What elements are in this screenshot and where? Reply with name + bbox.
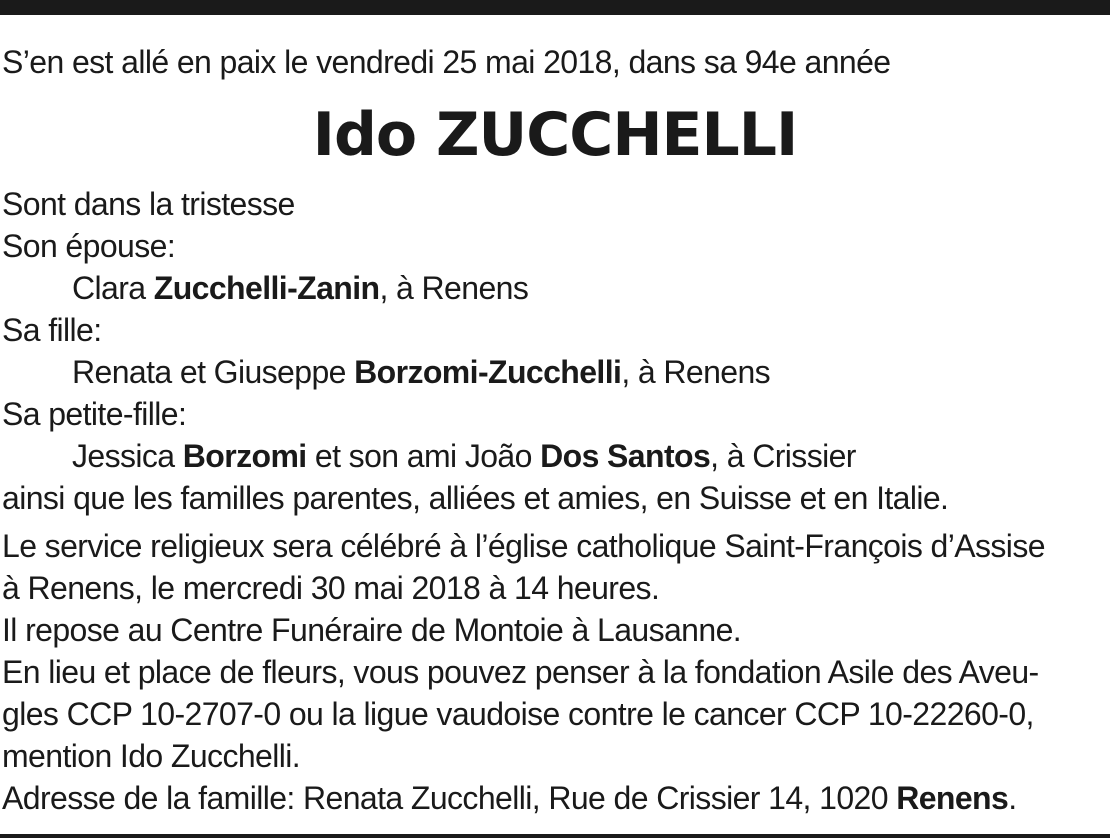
granddaughter-surname: Borzomi (182, 438, 307, 474)
spouse-first-name: Clara (72, 270, 154, 306)
daughter-entry (72, 352, 770, 392)
donation-line-3: mention Ido Zucchelli. (2, 738, 301, 774)
granddaughter-label: Sa petite-fille: (2, 396, 187, 432)
death-announcement-line: S’en est allé en paix le vendredi 25 mai 2018, dans sa 94e année (2, 44, 891, 80)
deceased-name: Ido ZUCCHELLI (312, 100, 798, 170)
family-address-line (2, 778, 1017, 818)
daughter-surname: Borzomi-Zucchelli (354, 354, 622, 390)
service-line-2: à Renens, le mercredi 30 mai 2018 à 14 heures. (2, 570, 660, 606)
address-end: . (1008, 780, 1017, 816)
granddaughter-partner-intro: et son ami João (306, 438, 541, 474)
address-city: Renens (896, 780, 1009, 816)
bottom-border-rule (0, 834, 1110, 838)
mourners-intro: Sont dans la tristesse (2, 186, 295, 222)
spouse-label: Son épouse: (2, 228, 176, 264)
top-border-rule (0, 0, 1110, 15)
spouse-surname: Zucchelli-Zanin (153, 270, 380, 306)
donation-line-2: gles CCP 10-2707-0 ou la ligue vaudoise contre le cancer CCP 10-22260-0, (2, 696, 1034, 732)
service-line-1: Le service religieux sera célébré à l’église catholique Saint-François d’Assise (2, 528, 1045, 564)
spouse-entry (72, 268, 528, 308)
granddaughter-place: , à Crissier (710, 438, 856, 474)
granddaughter-first-name: Jessica (72, 438, 183, 474)
families-line: ainsi que les familles parentes, alliées et amies, en Suisse et en Italie. (2, 480, 949, 516)
daughter-label: Sa fille: (2, 312, 102, 348)
address-text: Adresse de la famille: Renata Zucchelli, Rue de Crissier 14, 1020 (2, 780, 897, 816)
granddaughter-entry (72, 436, 856, 476)
spouse-place: , à Renens (379, 270, 529, 306)
rest-place-line: Il repose au Centre Funéraire de Montoie à Lausanne. (2, 612, 742, 648)
daughter-first-names: Renata et Giuseppe (72, 354, 355, 390)
partner-surname: Dos Santos (540, 438, 711, 474)
daughter-place: , à Renens (621, 354, 771, 390)
donation-line-1: En lieu et place de fleurs, vous pouvez penser à la fondation Asile des Aveu- (2, 654, 1039, 690)
